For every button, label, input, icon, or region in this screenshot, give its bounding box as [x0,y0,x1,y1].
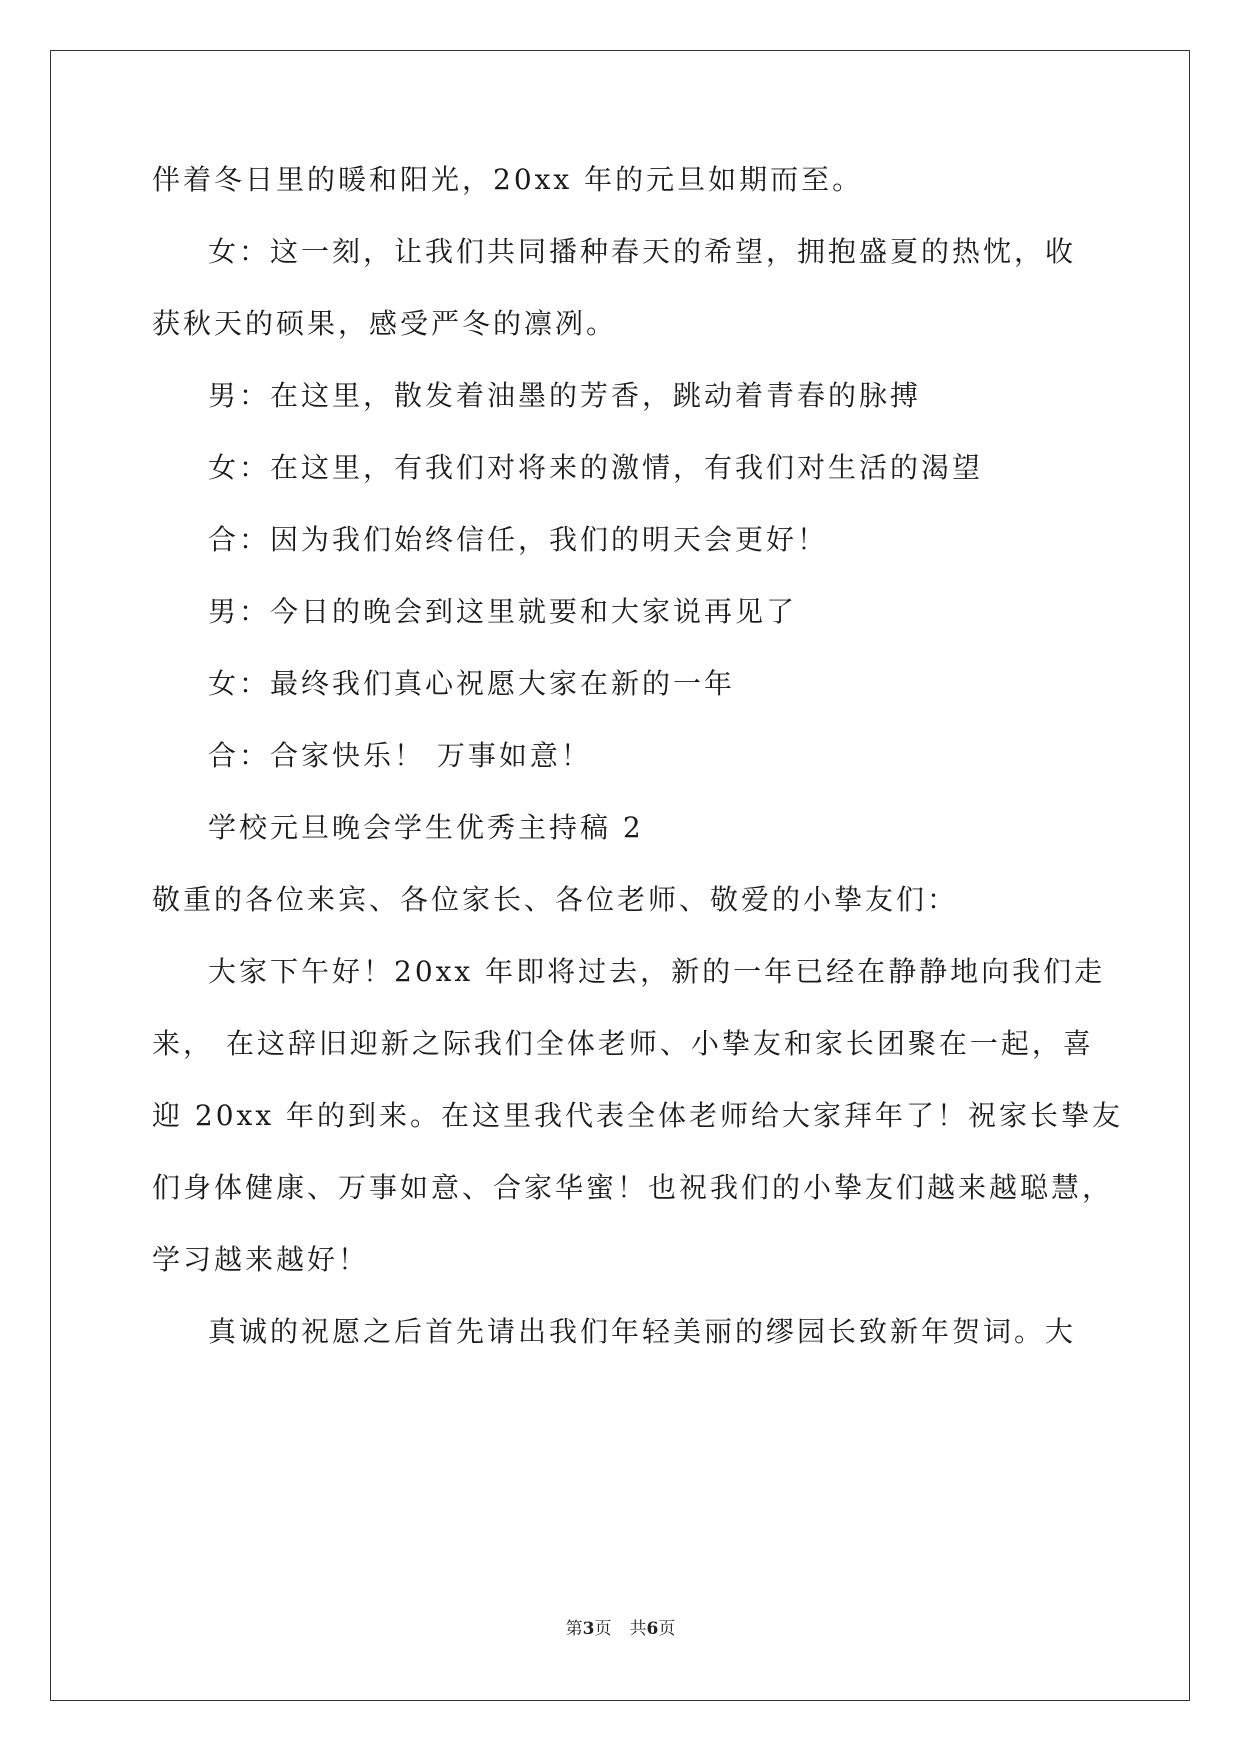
text-line-3: 获秋天的硕果，感受严冬的凛冽。 [152,307,618,340]
footer-total-pages: 6 [646,1619,659,1639]
text-line-17: 真诚的祝愿之后首先请出我们年轻美丽的缪园长致新年贺词。大 [208,1315,1077,1348]
salutation-line: 敬重的各位来宾、各位家长、各位老师、敬爱的小挚友们： [152,883,959,916]
text-line-4: 男：在这里，散发着油墨的芳香，跳动着青春的脉搏 [208,379,922,412]
text-line-9: 合：合家快乐！ 万事如意！ [208,739,592,772]
section-heading: 学校元旦晚会学生优秀主持稿 2 [208,811,644,844]
text-line-1: 伴着冬日里的暖和阳光，20xx 年的元旦如期而至。 [152,163,864,196]
footer-page-number: 3 [582,1619,595,1639]
footer-total-prefix: 共 [629,1619,647,1639]
text-line-6: 合：因为我们始终信任，我们的明天会更好！ [208,523,829,556]
text-line-16: 学习越来越好！ [152,1243,370,1276]
text-line-12: 大家下午好！20xx 年即将过去，新的一年已经在静静地向我们走 [208,955,1106,988]
text-line-2: 女：这一刻，让我们共同播种春天的希望，拥抱盛夏的热忱，收 [208,235,1077,268]
page-border [50,50,1190,1701]
text-line-14: 迎 20xx 年的到来。在这里我代表全体老师给大家拜年了！祝家长挚友 [152,1099,1124,1132]
footer-total-suffix: 页 [658,1619,676,1639]
text-line-5: 女：在这里，有我们对将来的激情，有我们对生活的渴望 [208,451,984,484]
footer-page-suffix: 页 [594,1619,612,1639]
text-line-13: 来， 在这辞旧迎新之际我们全体老师、小挚友和家长团聚在一起，喜 [152,1027,1094,1060]
page-footer [0,1618,1241,1640]
footer-prefix: 第 [565,1619,583,1639]
text-line-7: 男：今日的晚会到这里就要和大家说再见了 [208,595,798,628]
text-line-15: 们身体健康、万事如意、合家华蜜！也祝我们的小挚友们越来越聪慧， [152,1171,1114,1204]
text-line-8: 女：最终我们真心祝愿大家在新的一年 [208,667,736,700]
